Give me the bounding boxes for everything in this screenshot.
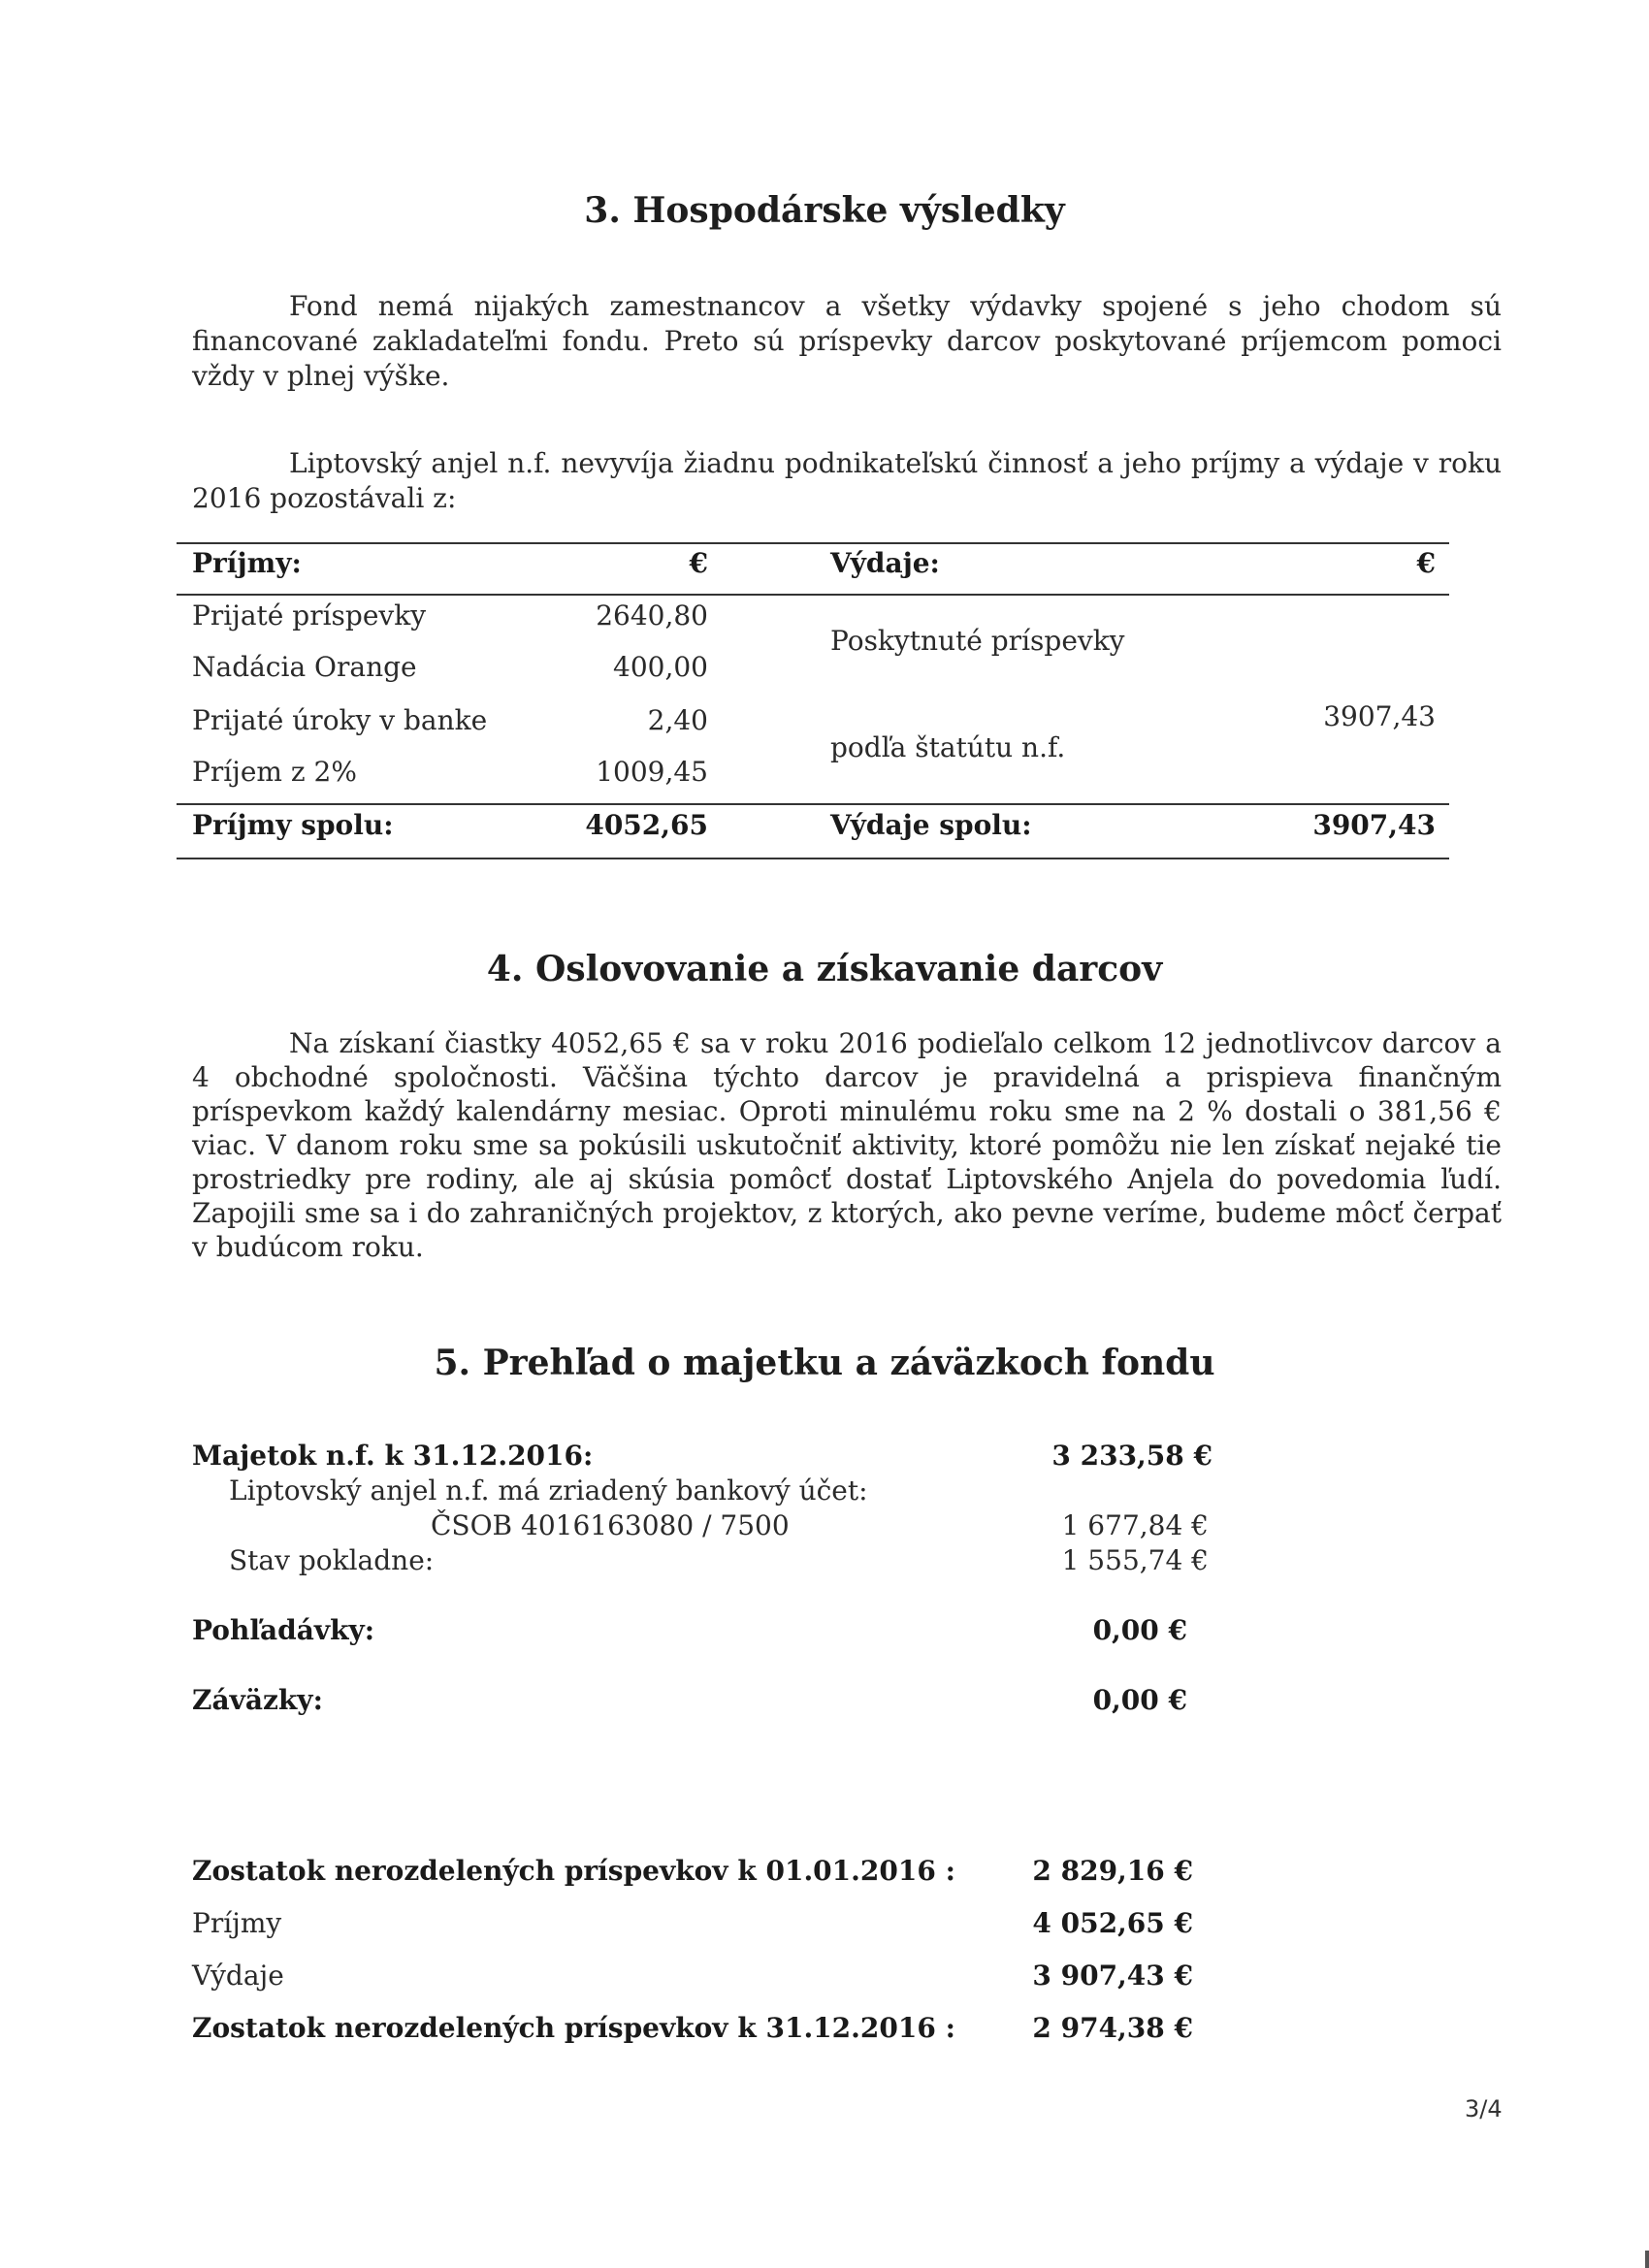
bank-account-value: 1 677,84 € <box>1061 1509 1209 1541</box>
income-currency-header: € <box>689 547 708 579</box>
summary-label: Zostatok nerozdelených príspevkov k 01.01.2016 : <box>192 1855 955 1887</box>
summary-label: Výdaje <box>192 1960 284 1992</box>
assets-value: 3 233,58 € <box>1051 1440 1212 1472</box>
expense-row-label-line1: Poskytnuté príspevky <box>830 625 1125 657</box>
section-3-paragraph-1 <box>192 289 1502 394</box>
table-bottom-rule <box>177 858 1449 859</box>
cash-value: 1 555,74 € <box>1061 1544 1209 1576</box>
section-3-paragraph-2 <box>192 446 1502 516</box>
receivables-label: Pohľadávky: <box>192 1614 375 1646</box>
table-header-rule <box>177 594 1449 596</box>
income-row-value: 1009,45 <box>596 756 708 788</box>
income-total-label: Príjmy spolu: <box>192 809 394 841</box>
section-4-title: 4. Oslovovanie a získavanie darcov <box>486 949 1163 989</box>
assets-label: Majetok n.f. k 31.12.2016: <box>192 1440 594 1472</box>
section-4-paragraph <box>192 1026 1502 1264</box>
income-row-value: 400,00 <box>613 651 708 683</box>
liabilities-value: 0,00 € <box>1092 1684 1187 1716</box>
section-4-paragraph-text: Na získaní čiastky 4052,65 € sa v roku 2016 podieľalo celkom 12 jednotlivcov darcov a 4 obchodné spoločnosti. Väčšina týchto darcov je pravidelná a prispieva finančným príspevkom každý kalendárny mesiac. Oproti minulému roku sme na 2 % dostali o 381,56 € viac. V danom roku sme sa pokúsili uskutočniť aktivity, ktoré pomôžu nie len získať nejaké tie prostriedky pre rodiny, ale aj skúsia pomôcť dostať Liptovského Anjela do povedomia ľudí. Zapojili sme sa i do zahraničných projektov, z ktorých, ako pevne veríme, budeme môcť čerpať v budúcom roku. <box>192 1027 1502 1263</box>
liabilities-label: Záväzky: <box>192 1684 323 1716</box>
expense-header: Výdaje: <box>830 547 940 579</box>
bank-account-label: Liptovský anjel n.f. má zriadený bankový účet: <box>229 1474 868 1507</box>
page-number: 3/4 <box>1465 2095 1503 2122</box>
income-row-value: 2640,80 <box>596 599 708 632</box>
expense-row-value: 3907,43 <box>1323 700 1436 732</box>
summary-label: Zostatok nerozdelených príspevkov k 31.12.2016 : <box>192 2012 955 2044</box>
expense-currency-header: € <box>1416 547 1436 579</box>
summary-value: 2 974,38 € <box>1032 2012 1193 2044</box>
income-total-value: 4052,65 <box>585 809 708 841</box>
section-3-title: 3. Hospodárske výsledky <box>584 190 1065 231</box>
section-3-paragraph-1-text: Fond nemá nijakých zamestnancov a všetky výdavky spojené s jeho chodom sú financované zakladateľmi fondu. Preto sú príspevky darcov poskytované príjemcom pomoci vždy v plnej výške. <box>192 290 1502 392</box>
expense-total-label: Výdaje spolu: <box>830 809 1032 841</box>
income-row-value: 2,40 <box>647 704 708 736</box>
summary-value: 4 052,65 € <box>1032 1907 1193 1939</box>
income-row-label: Príjem z 2% <box>192 756 357 788</box>
summary-label: Príjmy <box>192 1907 282 1939</box>
income-row-label: Prijaté úroky v banke <box>192 704 488 736</box>
scan-edge-mark <box>1645 2251 1649 2268</box>
section-5-title: 5. Prehľad o majetku a záväzkoch fondu <box>434 1343 1215 1383</box>
summary-value: 2 829,16 € <box>1032 1855 1193 1887</box>
table-total-rule <box>177 803 1449 805</box>
bank-account-number: ČSOB 4016163080 / 7500 <box>431 1509 790 1541</box>
receivables-value: 0,00 € <box>1092 1614 1187 1646</box>
summary-value: 3 907,43 € <box>1032 1960 1193 1992</box>
expense-total-value: 3907,43 <box>1312 809 1436 841</box>
income-row-label: Nadácia Orange <box>192 651 417 683</box>
cash-label: Stav pokladne: <box>229 1544 435 1576</box>
income-row-label: Prijaté príspevky <box>192 599 427 632</box>
income-header: Príjmy: <box>192 547 302 579</box>
expense-row-label-line2: podľa štatútu n.f. <box>830 731 1066 763</box>
table-top-rule <box>177 542 1449 544</box>
section-3-paragraph-2-text: Liptovský anjel n.f. nevyvíja žiadnu podnikateľskú činnosť a jeho príjmy a výdaje v roku 2016 pozostávali z: <box>192 447 1502 514</box>
